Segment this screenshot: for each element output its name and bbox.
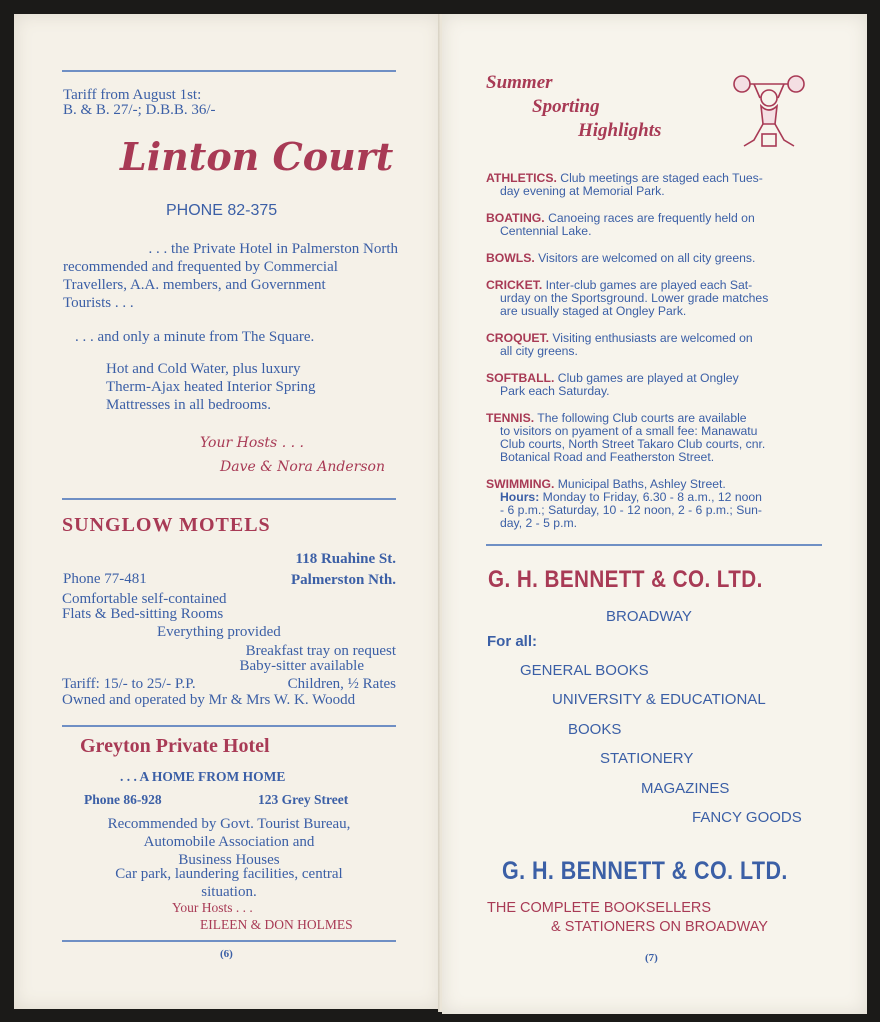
greyton-title: Greyton Private Hotel	[80, 735, 270, 757]
divider	[486, 544, 822, 546]
divider	[62, 70, 396, 72]
sunglow-owners: Owned and operated by Mr & Mrs W. K. Woodd	[62, 692, 356, 708]
sport-text: - 6 p.m.; Saturday, 10 - 12 noon, 2 - 6 p.m.; Sun-	[500, 503, 762, 517]
rec-line: Recommended by Govt. Tourist Bureau,	[107, 816, 351, 832]
sport-text: The following Club courts are available	[537, 411, 747, 425]
sport-text: Municipal Baths, Ashley Street.	[557, 477, 726, 491]
linton-hosts-label: Your Hosts . . .	[200, 435, 304, 451]
weightlifter-icon	[732, 70, 806, 156]
sport-text: Club meetings are staged each Tues-	[560, 171, 763, 185]
sport-swimming	[486, 478, 822, 530]
sport-name: ATHLETICS.	[486, 171, 557, 185]
sport-boating	[486, 212, 822, 238]
linton-tariff-line2: B. & B. 27/-; D.B.B. 36/-	[63, 102, 216, 118]
desc-line: recommended and frequented by Commercial	[63, 259, 338, 275]
bennett-title-top: G. H. BENNETT & CO. LTD.	[488, 566, 763, 593]
desc-line: Tourists . . .	[63, 295, 134, 311]
bennett-item-stationery: STATIONERY	[600, 750, 694, 767]
rec-line: Business Houses	[178, 852, 280, 868]
sport-text: Botanical Road and Featherston Street.	[500, 450, 715, 464]
amenity-line: Mattresses in all bedrooms.	[106, 397, 271, 413]
sport-text: Centennial Lake.	[500, 224, 592, 238]
bennett-slogan-line2: & STATIONERS ON BROADWAY	[551, 919, 768, 935]
greyton-tagline: . . . A HOME FROM HOME	[120, 769, 286, 784]
bennett-item-magazines: MAGAZINES	[641, 780, 730, 797]
greyton-hosts-names: EILEEN & DON HOLMES	[200, 917, 353, 932]
facility-line: situation.	[201, 884, 257, 900]
sport-text: Inter-club games are played each Sat-	[545, 278, 753, 292]
sport-name: SOFTBALL.	[486, 371, 555, 385]
divider	[62, 940, 396, 942]
bennett-item-books: BOOKS	[568, 721, 622, 738]
sport-name: SWIMMING.	[486, 477, 555, 491]
sport-name: BOATING.	[486, 211, 545, 225]
bennett-slogan-line1: THE COMPLETE BOOKSELLERS	[487, 900, 712, 916]
sports-list	[486, 172, 822, 530]
sunglow-address-line2: Palmerston Nth.	[291, 572, 396, 588]
sport-athletics	[486, 172, 822, 198]
sport-name: TENNIS.	[486, 411, 535, 425]
greyton-phone: Phone 86-928	[84, 792, 162, 807]
greyton-street: 123 Grey Street	[258, 792, 349, 807]
sport-text: urday on the Sportsground. Lower grade matches	[500, 291, 769, 305]
desc-line: . . . the Private Hotel in Palmerston North	[148, 241, 398, 257]
sport-text: are usually staged at Ongley Park.	[500, 304, 687, 318]
sport-text: Monday to Friday, 6.30 - 8 a.m., 12 noon	[542, 490, 762, 504]
divider	[62, 725, 396, 727]
rec-line: Automobile Association and	[143, 834, 315, 850]
sunglow-children: Children, ½ Rates	[287, 676, 396, 692]
sunglow-address-line1: 118 Ruahine St.	[295, 551, 396, 567]
sunglow-comfortable: Comfortable self-contained	[62, 591, 227, 607]
greyton-facilities	[62, 865, 396, 901]
sunglow-title: SUNGLOW MOTELS	[62, 514, 271, 536]
sport-text: Club games are played at Ongley	[557, 371, 739, 385]
bennett-title-bottom: G. H. BENNETT & CO. LTD.	[502, 857, 788, 885]
sport-text: all city greens.	[500, 344, 578, 358]
linton-court-title: Linton Court	[120, 134, 394, 179]
sport-text: Visitors are welcomed on all city greens.	[538, 251, 756, 265]
hours-label: Hours:	[500, 490, 540, 504]
linton-phone: PHONE 82-375	[166, 202, 278, 219]
sunglow-babysitter: Baby-sitter available	[239, 658, 364, 674]
desc-line: Travellers, A.A. members, and Government	[63, 277, 326, 293]
sport-bowls	[486, 252, 822, 265]
amenity-line: Hot and Cold Water, plus luxury	[106, 361, 301, 377]
bennett-item-university: UNIVERSITY & EDUCATIONAL	[552, 691, 766, 708]
sport-text: day, 2 - 5 p.m.	[500, 516, 577, 530]
sport-cricket	[486, 279, 822, 318]
sport-text: Visiting enthusiasts are welcomed on	[552, 331, 753, 345]
linton-description	[63, 240, 398, 312]
sport-text: day evening at Memorial Park.	[500, 184, 665, 198]
sunglow-tariff: Tariff: 15/- to 25/- P.P.	[62, 676, 196, 692]
summer-heading-line1: Summer	[486, 72, 553, 93]
page-number-right: (7)	[645, 952, 658, 964]
sport-text: Club courts, North Street Takaro Club courts, cnr.	[500, 437, 766, 451]
summer-heading-line2: Sporting	[532, 96, 600, 117]
facility-line: Car park, laundering facilities, central	[115, 866, 343, 882]
sport-text: to visitors on pyament of a small fee: Manawatu	[500, 424, 758, 438]
sunglow-phone: Phone 77-481	[63, 571, 147, 587]
sport-text: Canoeing races are frequently held on	[548, 211, 755, 225]
amenity-line: Therm-Ajax heated Interior Spring	[106, 379, 316, 395]
sport-name: BOWLS.	[486, 251, 535, 265]
sunglow-breakfast: Breakfast tray on request	[245, 643, 396, 659]
linton-amenities	[106, 360, 316, 414]
bennett-item-general-books: GENERAL BOOKS	[520, 662, 649, 679]
bennett-broadway: BROADWAY	[606, 608, 692, 625]
sport-croquet	[486, 332, 822, 358]
summer-heading-line3: Highlights	[578, 120, 662, 141]
bennett-for-all: For all:	[487, 633, 538, 650]
linton-tariff-line1: Tariff from August 1st:	[63, 87, 202, 103]
sunglow-everything: Everything provided	[157, 624, 281, 640]
linton-minute-line: . . . and only a minute from The Square.	[75, 329, 315, 345]
greyton-hosts-label: Your Hosts . . .	[172, 900, 253, 915]
sport-text: Park each Saturday.	[500, 384, 610, 398]
sport-name: CROQUET.	[486, 331, 549, 345]
linton-hosts-names: Dave & Nora Anderson	[220, 459, 385, 475]
sunglow-flats: Flats & Bed-sitting Rooms	[62, 606, 224, 622]
divider	[62, 498, 396, 500]
sport-softball	[486, 372, 822, 398]
bennett-item-fancy-goods: FANCY GOODS	[692, 809, 802, 826]
sport-name: CRICKET.	[486, 278, 543, 292]
sport-tennis	[486, 412, 822, 464]
page-number-left: (6)	[220, 948, 233, 960]
greyton-recommended	[62, 815, 396, 869]
